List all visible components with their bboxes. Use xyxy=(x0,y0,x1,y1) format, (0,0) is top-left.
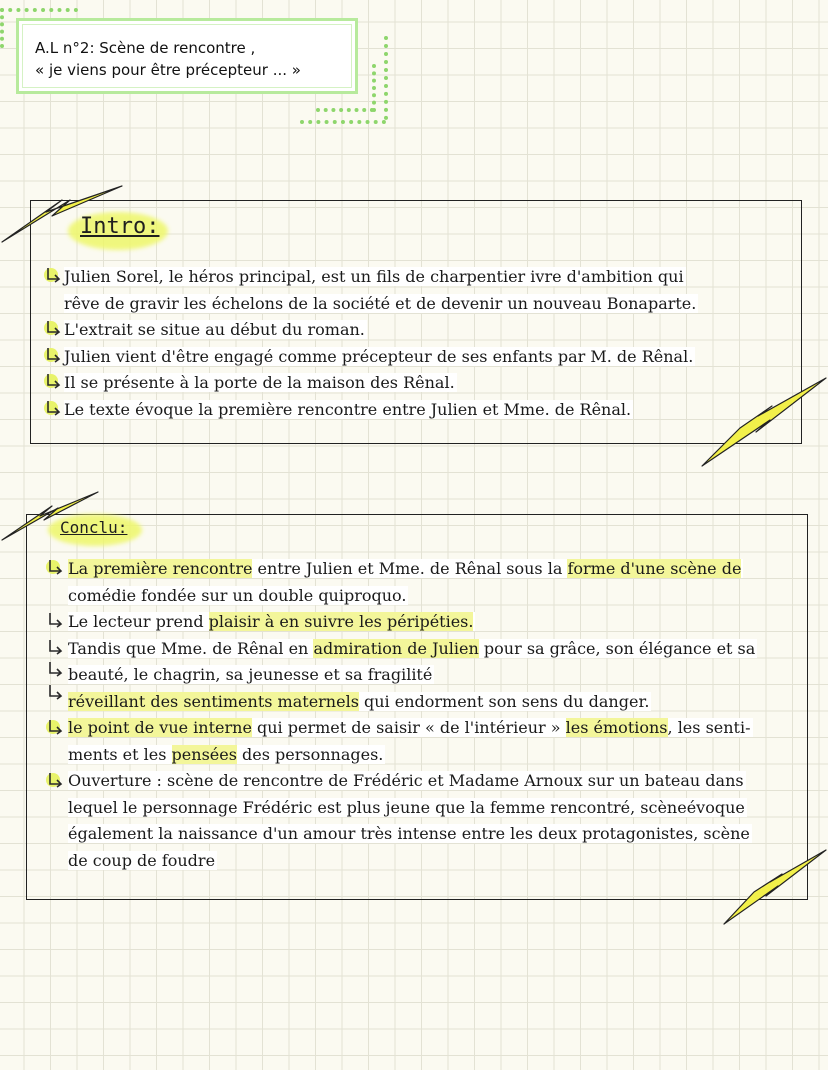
conclu-b4-b: qui endorment son sens du danger. xyxy=(358,691,650,711)
conclu-b2-b: plaisir à en suivre les péripéties. xyxy=(208,612,474,631)
arrow-bullet-icon xyxy=(46,718,66,736)
conclu-b4-a: réveillant des sentiments maternels xyxy=(68,691,359,711)
arrow-bullet-icon xyxy=(46,638,66,656)
conclu-b3-d: beauté, le chagrin, sa jeunesse et sa fragilité xyxy=(68,665,433,684)
title-dots-right xyxy=(384,36,388,120)
intro-bullet-5: Le texte évoque la première rencontre entre Julien et Mme. de Rênal. xyxy=(64,399,632,419)
intro-label: Intro: xyxy=(80,214,159,239)
conclu-b1-d: comédie fondée sur un double quiproquo. xyxy=(68,585,407,605)
conclu-b6-l4: de coup de foudre xyxy=(68,850,216,870)
arrow-bullet-icon xyxy=(46,558,66,576)
title-dots-left xyxy=(0,8,4,48)
conclu-b5-d: , les senti- xyxy=(667,718,751,737)
arrow-bullet-icon xyxy=(46,660,66,678)
intro-bullet-2: L'extrait se situe au début du roman. xyxy=(64,320,365,339)
conclu-b1-b: entre Julien et Mme. de Rênal sous la xyxy=(252,559,568,578)
conclu-b6-l1: Ouverture : scène de rencontre de Frédéric et Madame Arnoux sur un bateau dans xyxy=(68,771,744,790)
arrow-bullet-icon xyxy=(46,771,66,789)
intro-bullet-1-line-2: rêve de gravir les échelons de la société et de devenir un nouveau Bonaparte. xyxy=(64,293,697,313)
title-dots-bottom-inner xyxy=(316,108,374,112)
conclu-b5-b: qui permet de saisir « de l'intérieur » xyxy=(251,718,566,737)
conclu-b5-a: le point de vue interne xyxy=(68,718,252,737)
title-line-2: « je viens pour être précepteur ... » xyxy=(35,61,301,79)
intro-bullet-4: Il se présente à la porte de la maison des Rênal. xyxy=(64,373,455,392)
conclu-b3-b: admiration de Julien xyxy=(313,638,479,658)
lightning-bolt-icon xyxy=(700,374,828,470)
arrow-bullet-icon xyxy=(44,372,64,390)
conclu-b1-a: La première rencontre xyxy=(68,559,253,578)
title-dots-right-inner xyxy=(372,64,376,112)
conclu-label: Conclu: xyxy=(60,518,127,537)
lightning-bolt-icon xyxy=(722,846,828,928)
intro-bullet-3: Julien vient d'être engagé comme précepteur de ses enfants par M. de Rênal. xyxy=(64,346,694,366)
conclu-b3-c: pour sa grâce, son élégance et sa xyxy=(478,638,756,658)
conclu-b1-c: forme d'une scène de xyxy=(567,559,742,578)
intro-bullet-1-line-1: Julien Sorel, le héros principal, est un fils de charpentier ivre d'ambition qui xyxy=(64,267,684,286)
conclu-b6-l2: lequel le personnage Frédéric est plus jeune que la femme rencontré, scèneévoque xyxy=(68,797,745,817)
arrow-bullet-icon xyxy=(44,319,64,337)
conclu-b6-l3: également la naissance d'un amour très intense entre les deux protagonistes, scène xyxy=(68,824,750,843)
title-dots-bottom xyxy=(300,120,386,124)
title-line-1: A.L n°2: Scène de rencontre , xyxy=(35,39,256,57)
arrow-bullet-icon xyxy=(44,266,64,284)
arrow-bullet-icon xyxy=(46,611,66,629)
conclu-b3-a: Tandis que Mme. de Rênal en xyxy=(68,638,314,658)
conclu-b5-e: ments et les xyxy=(68,744,172,764)
conclu-bullet-list xyxy=(68,556,757,874)
conclu-b2-a: Le lecteur prend xyxy=(68,612,209,631)
conclu-b5-c: les émotions xyxy=(565,718,668,737)
arrow-bullet-icon xyxy=(46,683,66,701)
conclu-b5-f: pensées xyxy=(171,744,237,764)
arrow-bullet-icon xyxy=(44,346,64,364)
title-dots-top xyxy=(0,8,78,12)
title-card xyxy=(16,18,358,94)
conclu-b5-g: des personnages. xyxy=(236,744,384,764)
intro-bullet-list xyxy=(64,264,698,423)
arrow-bullet-icon xyxy=(44,399,64,417)
